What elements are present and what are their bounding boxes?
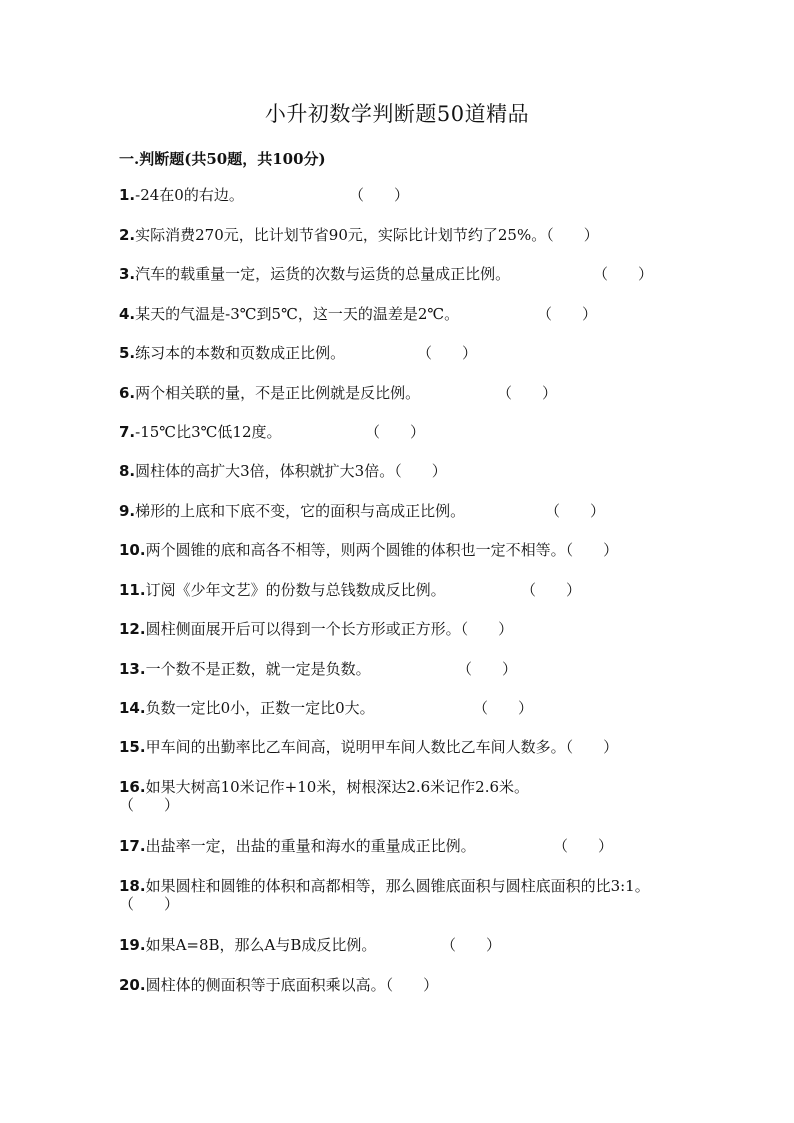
question-14 xyxy=(119,699,534,717)
answer-blank[interactable]: （ ） xyxy=(521,581,582,599)
question-text: 梯形的上底和下底不变，它的面积与高成正比例。 xyxy=(135,502,466,520)
question-number: 11. xyxy=(119,581,146,599)
question-text: 圆柱体的高扩大3倍，体积就扩大3倍。 xyxy=(135,462,395,480)
answer-blank[interactable]: （ ） xyxy=(394,462,447,480)
question-text: 练习本的本数和页数成正比例。 xyxy=(135,344,346,362)
answer-blank[interactable]: （ ） xyxy=(441,936,502,954)
answer-blank[interactable]: （ ） xyxy=(417,344,478,362)
question-text: 甲车间的出勤率比乙车间高，说明甲车间人数比乙车间人数多。 xyxy=(145,738,566,756)
question-20 xyxy=(119,976,438,994)
question-1 xyxy=(119,186,410,204)
question-number: 4. xyxy=(119,305,136,323)
question-15 xyxy=(119,738,618,756)
question-number: 3. xyxy=(119,265,136,283)
question-number: 19. xyxy=(119,936,146,954)
answer-blank[interactable]: （ ） xyxy=(565,738,619,756)
question-16 xyxy=(119,778,679,814)
question-2 xyxy=(119,226,599,244)
question-number: 7. xyxy=(119,423,136,441)
answer-blank[interactable]: （ ） xyxy=(553,837,614,855)
answer-blank[interactable]: （ ） xyxy=(497,384,558,402)
question-text: 圆柱侧面展开后可以得到一个长方形或正方形。 xyxy=(145,620,461,638)
answer-blank[interactable]: （ ） xyxy=(365,423,426,441)
question-11 xyxy=(119,581,582,599)
answer-blank[interactable]: （ ） xyxy=(565,541,619,559)
question-number: 12. xyxy=(119,620,146,638)
question-13 xyxy=(119,660,518,678)
question-number: 20. xyxy=(119,976,146,994)
page-title: 小升初数学判断题50道精品 xyxy=(264,102,530,126)
question-text: 如果大树高10米记作+10米，树根深达2.6米记作2.6米。 xyxy=(145,778,530,796)
question-text: 两个圆锥的底和高各不相等，则两个圆锥的体积也一定不相等。 xyxy=(145,541,566,559)
question-text: 圆柱体的侧面积等于底面积乘以高。 xyxy=(145,976,386,994)
question-number: 10. xyxy=(119,541,146,559)
question-text: 某天的气温是-3℃到5℃，这一天的温差是2℃。 xyxy=(135,305,460,323)
answer-blank[interactable]: （ ） xyxy=(545,502,606,520)
answer-blank[interactable]: （ ） xyxy=(593,265,654,283)
question-number: 1. xyxy=(119,186,136,204)
question-number: 5. xyxy=(119,344,136,362)
question-18 xyxy=(119,877,679,913)
question-text: -15℃比3℃低12度。 xyxy=(135,423,282,441)
question-number: 17. xyxy=(119,837,146,855)
question-number: 6. xyxy=(119,384,136,402)
answer-blank[interactable]: （ ） xyxy=(537,305,598,323)
answer-blank[interactable]: （ ） xyxy=(457,660,518,678)
question-number: 8. xyxy=(119,462,136,480)
question-number: 16. xyxy=(119,778,146,796)
question-10 xyxy=(119,541,618,559)
question-text: 如果圆柱和圆锥的体积和高都相等，那么圆锥底面积与圆柱底面积的比3:1。 xyxy=(145,877,650,895)
answer-blank[interactable]: （ ） xyxy=(385,976,439,994)
question-text: 两个相关联的量，不是正比例就是反比例。 xyxy=(135,384,421,402)
answer-blank[interactable]: （ ） xyxy=(460,620,514,638)
question-text: 一个数不是正数，就一定是负数。 xyxy=(145,660,371,678)
question-number: 15. xyxy=(119,738,146,756)
question-text: 负数一定比0小，正数一定比0大。 xyxy=(145,699,375,717)
answer-blank[interactable]: （ ） xyxy=(473,699,534,717)
question-7 xyxy=(119,423,426,441)
question-number: 9. xyxy=(119,502,136,520)
question-5 xyxy=(119,344,478,362)
question-number: 14. xyxy=(119,699,146,717)
question-text: 实际消费270元，比计划节省90元，实际比计划节约了25%。 xyxy=(135,226,547,244)
question-number: 13. xyxy=(119,660,146,678)
answer-blank[interactable]: （ ） xyxy=(119,796,180,814)
answer-blank[interactable]: （ ） xyxy=(119,895,180,913)
question-text: -24在0的右边。 xyxy=(135,186,244,204)
question-text: 订阅《少年文艺》的份数与总钱数成反比例。 xyxy=(145,581,446,599)
question-text: 如果A=8B，那么A与B成反比例。 xyxy=(145,936,377,954)
question-text: 汽车的载重量一定，运货的次数与运货的总量成正比例。 xyxy=(135,265,511,283)
question-3 xyxy=(119,265,654,283)
question-number: 18. xyxy=(119,877,146,895)
question-text: 出盐率一定，出盐的重量和海水的重量成正比例。 xyxy=(145,837,476,855)
answer-blank[interactable]: （ ） xyxy=(546,226,599,244)
answer-blank[interactable]: （ ） xyxy=(349,186,410,204)
question-17 xyxy=(119,837,614,855)
question-9 xyxy=(119,502,606,520)
question-number: 2. xyxy=(119,226,136,244)
section-heading: 一.判断题(共50题，共100分) xyxy=(119,150,326,168)
question-12 xyxy=(119,620,513,638)
question-19 xyxy=(119,936,502,954)
question-4 xyxy=(119,305,598,323)
question-6 xyxy=(119,384,558,402)
question-8 xyxy=(119,462,447,480)
